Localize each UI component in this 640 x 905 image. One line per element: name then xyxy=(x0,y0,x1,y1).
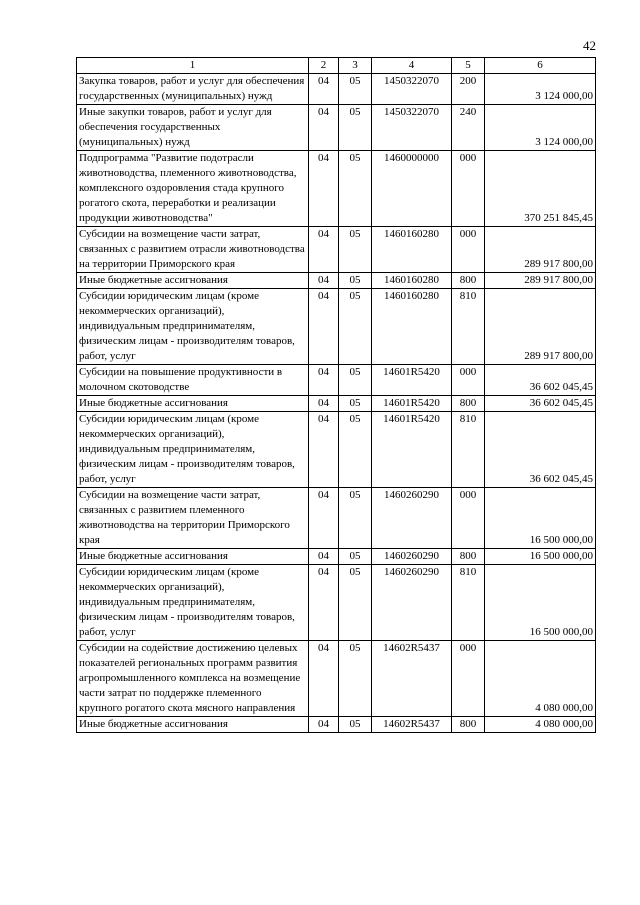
row-target-code: 1460260290 xyxy=(372,565,452,641)
table-body xyxy=(77,74,596,733)
header-col-6: 6 xyxy=(485,58,596,74)
row-section: 04 xyxy=(309,717,339,733)
row-section: 04 xyxy=(309,105,339,151)
row-target-code: 1460260290 xyxy=(372,488,452,549)
row-section: 04 xyxy=(309,641,339,717)
row-expense-type: 800 xyxy=(452,273,485,289)
table-row xyxy=(77,396,596,412)
row-section: 04 xyxy=(309,565,339,641)
row-amount: 4 080 000,00 xyxy=(485,717,596,733)
table-row xyxy=(77,289,596,365)
table-row xyxy=(77,151,596,227)
row-expense-type: 000 xyxy=(452,488,485,549)
row-name: Иные бюджетные ассигнования xyxy=(77,273,309,289)
row-amount: 289 917 800,00 xyxy=(485,289,596,365)
table-row xyxy=(77,717,596,733)
row-subsection: 05 xyxy=(339,412,372,488)
row-name: Субсидии юридическим лицам (кроме некоммерческих организаций), индивидуальным предпринимателям, физическим лицам - производителям товаров, работ, услуг xyxy=(77,565,309,641)
budget-table xyxy=(76,57,596,733)
header-col-3: 3 xyxy=(339,58,372,74)
row-expense-type: 240 xyxy=(452,105,485,151)
row-name: Субсидии юридическим лицам (кроме некоммерческих организаций), индивидуальным предпринимателям, физическим лицам - производителям товаров, работ, услуг xyxy=(77,289,309,365)
row-target-code: 1450322070 xyxy=(372,74,452,105)
row-section: 04 xyxy=(309,365,339,396)
row-target-code: 1460160280 xyxy=(372,227,452,273)
row-expense-type: 800 xyxy=(452,396,485,412)
row-subsection: 05 xyxy=(339,365,372,396)
row-amount: 36 602 045,45 xyxy=(485,396,596,412)
row-amount: 3 124 000,00 xyxy=(485,105,596,151)
row-subsection: 05 xyxy=(339,227,372,273)
table-row xyxy=(77,488,596,549)
row-target-code: 1460160280 xyxy=(372,289,452,365)
row-expense-type: 810 xyxy=(452,565,485,641)
header-row xyxy=(77,58,596,74)
row-subsection: 05 xyxy=(339,74,372,105)
row-target-code: 14601R5420 xyxy=(372,412,452,488)
row-expense-type: 810 xyxy=(452,412,485,488)
row-subsection: 05 xyxy=(339,717,372,733)
row-subsection: 05 xyxy=(339,289,372,365)
row-subsection: 05 xyxy=(339,565,372,641)
row-name: Субсидии на возмещение части затрат, связанных с развитием отрасли животноводства на территории Приморского края xyxy=(77,227,309,273)
row-section: 04 xyxy=(309,396,339,412)
row-section: 04 xyxy=(309,74,339,105)
row-amount: 36 602 045,45 xyxy=(485,365,596,396)
row-section: 04 xyxy=(309,151,339,227)
row-target-code: 14601R5420 xyxy=(372,365,452,396)
row-target-code: 14602R5437 xyxy=(372,717,452,733)
table-row xyxy=(77,273,596,289)
table-row xyxy=(77,641,596,717)
row-target-code: 1460160280 xyxy=(372,273,452,289)
row-subsection: 05 xyxy=(339,105,372,151)
table-row xyxy=(77,105,596,151)
row-expense-type: 800 xyxy=(452,717,485,733)
row-subsection: 05 xyxy=(339,151,372,227)
table-row xyxy=(77,74,596,105)
row-section: 04 xyxy=(309,549,339,565)
row-name: Подпрограмма "Развитие подотрасли животноводства, племенного животноводства, комплексного оздоровления стада крупного рогатого скота, переработки и реализации продукции животноводства" xyxy=(77,151,309,227)
row-subsection: 05 xyxy=(339,549,372,565)
row-amount: 289 917 800,00 xyxy=(485,273,596,289)
row-name: Субсидии юридическим лицам (кроме некоммерческих организаций), индивидуальным предпринимателям, физическим лицам - производителям товаров, работ, услуг xyxy=(77,412,309,488)
header-col-1: 1 xyxy=(77,58,309,74)
row-expense-type: 000 xyxy=(452,365,485,396)
row-expense-type: 000 xyxy=(452,227,485,273)
row-subsection: 05 xyxy=(339,396,372,412)
row-target-code: 14602R5437 xyxy=(372,641,452,717)
row-name: Иные закупки товаров, работ и услуг для обеспечения государственных (муниципальных) нужд xyxy=(77,105,309,151)
row-amount: 16 500 000,00 xyxy=(485,549,596,565)
row-name: Субсидии на содействие достижению целевых показателей региональных программ развития агропромышленного комплекса на возмещение части затрат по поддержке племенного крупного рогатого скота мясного направления xyxy=(77,641,309,717)
page-number: 42 xyxy=(583,38,596,53)
row-section: 04 xyxy=(309,289,339,365)
row-subsection: 05 xyxy=(339,488,372,549)
row-target-code: 14601R5420 xyxy=(372,396,452,412)
row-name: Закупка товаров, работ и услуг для обеспечения государственных (муниципальных) нужд xyxy=(77,74,309,105)
row-expense-type: 810 xyxy=(452,289,485,365)
row-expense-type: 800 xyxy=(452,549,485,565)
table-row xyxy=(77,565,596,641)
row-name: Иные бюджетные ассигнования xyxy=(77,717,309,733)
row-section: 04 xyxy=(309,412,339,488)
table-header xyxy=(77,58,596,74)
row-expense-type: 000 xyxy=(452,641,485,717)
row-section: 04 xyxy=(309,273,339,289)
row-subsection: 05 xyxy=(339,641,372,717)
row-amount: 4 080 000,00 xyxy=(485,641,596,717)
row-amount: 16 500 000,00 xyxy=(485,488,596,549)
table-row xyxy=(77,227,596,273)
row-amount: 370 251 845,45 xyxy=(485,151,596,227)
row-amount: 36 602 045,45 xyxy=(485,412,596,488)
row-target-code: 1450322070 xyxy=(372,105,452,151)
table-row xyxy=(77,549,596,565)
row-name: Субсидии на повышение продуктивности в молочном скотоводстве xyxy=(77,365,309,396)
row-amount: 16 500 000,00 xyxy=(485,565,596,641)
row-name: Субсидии на возмещение части затрат, связанных с развитием племенного животноводства на территории Приморского края xyxy=(77,488,309,549)
row-amount: 289 917 800,00 xyxy=(485,227,596,273)
row-amount: 3 124 000,00 xyxy=(485,74,596,105)
header-col-5: 5 xyxy=(452,58,485,74)
table-row xyxy=(77,412,596,488)
row-subsection: 05 xyxy=(339,273,372,289)
header-col-4: 4 xyxy=(372,58,452,74)
row-section: 04 xyxy=(309,227,339,273)
row-target-code: 1460000000 xyxy=(372,151,452,227)
row-expense-type: 200 xyxy=(452,74,485,105)
row-target-code: 1460260290 xyxy=(372,549,452,565)
table-row xyxy=(77,365,596,396)
header-col-2: 2 xyxy=(309,58,339,74)
row-name: Иные бюджетные ассигнования xyxy=(77,396,309,412)
row-section: 04 xyxy=(309,488,339,549)
row-name: Иные бюджетные ассигнования xyxy=(77,549,309,565)
row-expense-type: 000 xyxy=(452,151,485,227)
